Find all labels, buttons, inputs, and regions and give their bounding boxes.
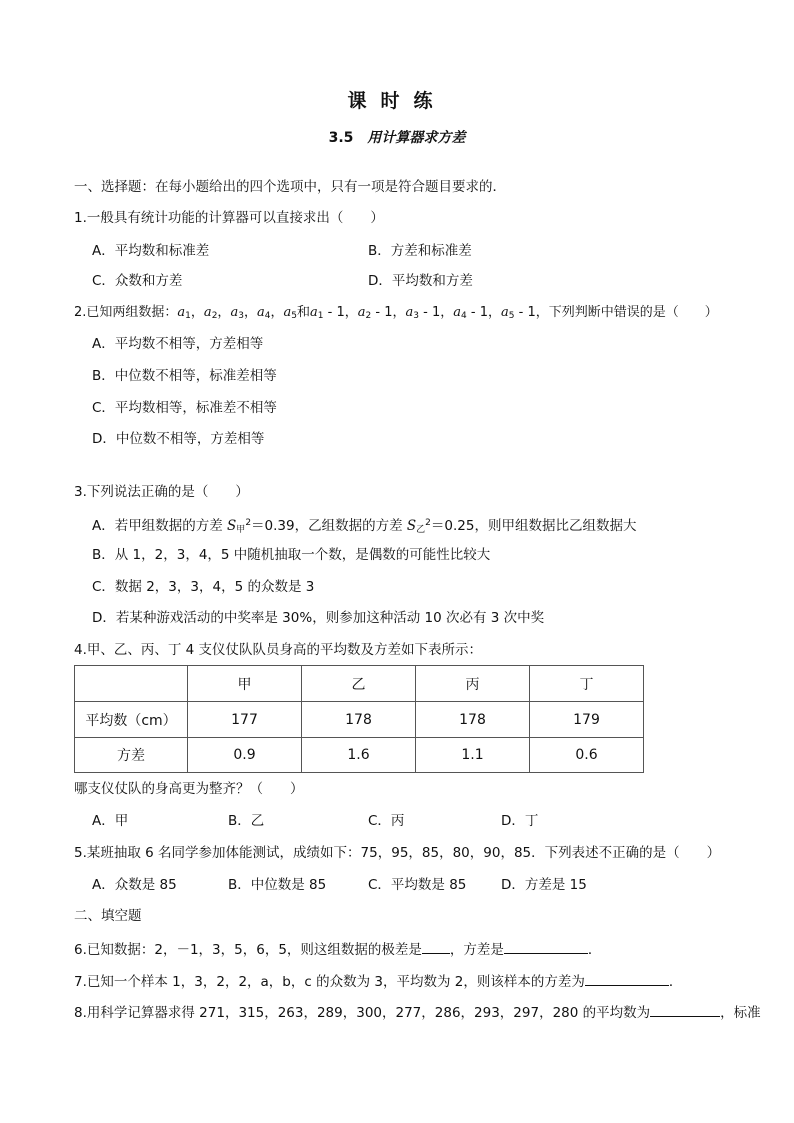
q2-option-a: A．平均数不相等，方差相等 [92, 336, 264, 352]
table-cell: 甲 [188, 666, 302, 702]
q5-option-a: A．众数是 85 [92, 877, 177, 893]
q5-option-b: B．中位数是 85 [228, 877, 327, 893]
q8-text: 8.用科学记算器求得 271，315，263，289，300，277，286，293，297，280 的平均数为 ，标准 [74, 1002, 761, 1022]
q2-option-c: C．平均数相等，标准差不相等 [92, 400, 277, 416]
q6-text: 6.已知数据：2，－1，3，5，6，5，则这组数据的极差是 ，方差是 ． [74, 939, 601, 959]
q3-option-c: C．数据 2，3，3，4，5 的众数是 3 [92, 579, 315, 595]
table-row [75, 702, 644, 738]
table-cell: 平均数（cm） [75, 702, 188, 738]
table-cell: 0.6 [530, 738, 644, 773]
q5-stem: 5.某班抽取 6 名同学参加体能测试，成绩如下：75，95，85，80，90，85．下列表述不正确的是（ ） [74, 845, 721, 861]
section-number: 3.5 [328, 130, 354, 146]
q2-stem-prefix: 2.已知两组数据： [74, 305, 178, 320]
q2-option-b: B．中位数不相等，标准差相等 [92, 368, 277, 384]
q1-option-d: D．平均数和方差 [368, 273, 473, 289]
q3-stem: 3.下列说法正确的是（ ） [74, 484, 249, 500]
part1-heading: 一、选择题：在每小题给出的四个选项中，只有一项是符合题目要求的． [74, 179, 506, 195]
q4-option-b: B．乙 [228, 813, 265, 829]
section-heading [0, 127, 794, 147]
q3-option-d: D．若某种游戏活动的中奖率是 30%，则参加这种活动 10 次必有 3 次中奖 [92, 610, 545, 626]
table-cell: 178 [416, 702, 530, 738]
table-cell: 0.9 [188, 738, 302, 773]
q4-question: 哪支仪仗队的身高更为整齐？（ ） [74, 781, 304, 797]
q2-stem-suffix: ，下列判断中错误的是（ ） [535, 305, 718, 320]
q1-option-b: B．方差和标准差 [368, 243, 472, 259]
q5-option-d: D．方差是 15 [501, 877, 587, 893]
q7-variance-blank [585, 971, 669, 986]
table-cell: 178 [302, 702, 416, 738]
q4-stem: 4.甲、乙、丙、丁 4 支仪仗队队员身高的平均数及方差如下表所示： [74, 642, 483, 658]
q4-option-d: D．丁 [501, 813, 539, 829]
q3-option-a: A．若甲组数据的方差 $S_甲^2=0.39$，乙组数据的方差 $S_乙^2=0.25$，则甲组数据比乙组数据大 [92, 518, 637, 535]
table-cell: 1.1 [416, 738, 530, 773]
q2-stem: 2.已知两组数据：$a_1$，$a_2$，$a_3$，$a_4$，$a_5$和$a_1 - 1$，$a_2 - 1$，$a_3 - 1$，$a_4 - 1$，$a_5 - 1$，下列判断中错误的是（ ） [74, 305, 718, 321]
table-cell [75, 666, 188, 702]
table-cell: 177 [188, 702, 302, 738]
table-header-row [75, 666, 644, 702]
q5-option-c: C．平均数是 85 [368, 877, 467, 893]
q4-option-a: A．甲 [92, 813, 129, 829]
q1-option-c: C．众数和方差 [92, 273, 183, 289]
table-cell: 179 [530, 702, 644, 738]
q8-mean-blank [650, 1002, 720, 1017]
table-cell: 方差 [75, 738, 188, 773]
height-table [74, 665, 644, 773]
q3-option-b: B．从 1，2，3，4，5 中随机抽取一个数，是偶数的可能性比较大 [92, 547, 491, 563]
table-cell: 1.6 [302, 738, 416, 773]
page-title: 课时练 [347, 90, 447, 112]
table-cell: 丙 [416, 666, 530, 702]
table-cell: 乙 [302, 666, 416, 702]
q2-option-d: D．中位数不相等，方差相等 [92, 431, 265, 447]
q4-option-c: C．丙 [368, 813, 405, 829]
table-row [75, 738, 644, 773]
section-title: 用计算器求方差 [367, 130, 466, 146]
q6-variance-blank [504, 939, 588, 954]
q1-stem: 1.一般具有统计功能的计算器可以直接求出（ ） [74, 210, 384, 226]
q7-text: 7.已知一个样本 1，3，2，2，a，b，c 的众数为 3，平均数为 2，则该样本的方差为 ． [74, 971, 682, 991]
q1-option-a: A．平均数和标准差 [92, 243, 210, 259]
q6-range-blank [422, 939, 450, 954]
part2-heading: 二、填空题 [74, 908, 142, 924]
table-cell: 丁 [530, 666, 644, 702]
